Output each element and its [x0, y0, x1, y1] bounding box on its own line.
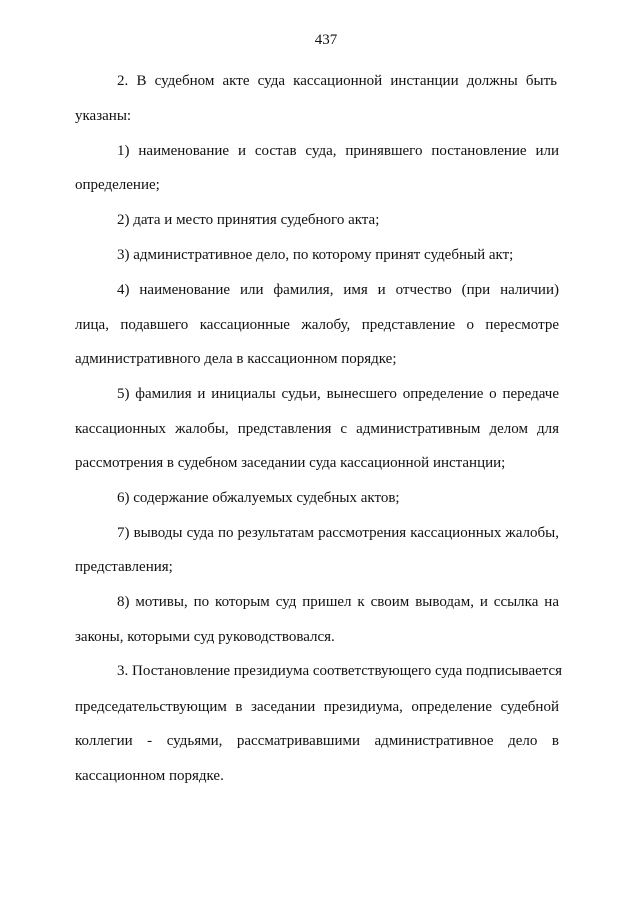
paragraph-2-line-2: указаны: [75, 108, 132, 124]
item-5-line-3: рассмотрения в судебном заседании суда кассационной инстанции; [75, 455, 506, 471]
paragraph-3-line-4: кассационном порядке. [75, 768, 224, 784]
item-6-line-1: 6) содержание обжалуемых судебных актов; [117, 490, 400, 506]
paragraph-2-line-1: 2. В судебном акте суда кассационной инстанции должны быть [117, 73, 557, 89]
item-5-line-1: 5) фамилия и инициалы судьи, вынесшего определение о передаче [117, 386, 559, 402]
item-1-line-1: 1) наименование и состав суда, принявшего постановление или [117, 143, 559, 159]
item-4-line-3: административного дела в кассационном порядке; [75, 351, 397, 367]
item-2-line-1: 2) дата и место принятия судебного акта; [117, 212, 380, 228]
item-4-line-2: лица, подавшего кассационные жалобу, представление о пересмотре [75, 317, 559, 333]
paragraph-3-line-1: 3. Постановление президиума соответствующего суда подписывается [117, 663, 563, 679]
paragraph-3-line-2: председательствующим в заседании президиума, определение судебной [75, 699, 559, 715]
item-1-line-2: определение; [75, 177, 160, 193]
item-8-line-1: 8) мотивы, по которым суд пришел к своим выводам, и ссылка на [117, 594, 559, 610]
item-3-line-1: 3) административное дело, по которому принят судебный акт; [117, 247, 514, 263]
paragraph-3-line-3: коллегии - судьями, рассматривавшими административное дело в [75, 733, 559, 749]
item-5-line-2: кассационных жалобы, представления с административным делом для [75, 421, 559, 437]
item-8-line-2: законы, которыми суд руководствовался. [75, 629, 335, 645]
item-7-line-1: 7) выводы суда по результатам рассмотрения кассационных жалобы, [117, 525, 559, 541]
page-number: 437 [314, 32, 338, 48]
item-4-line-1: 4) наименование или фамилия, имя и отчество (при наличии) [117, 282, 559, 298]
item-7-line-2: представления; [75, 559, 173, 575]
